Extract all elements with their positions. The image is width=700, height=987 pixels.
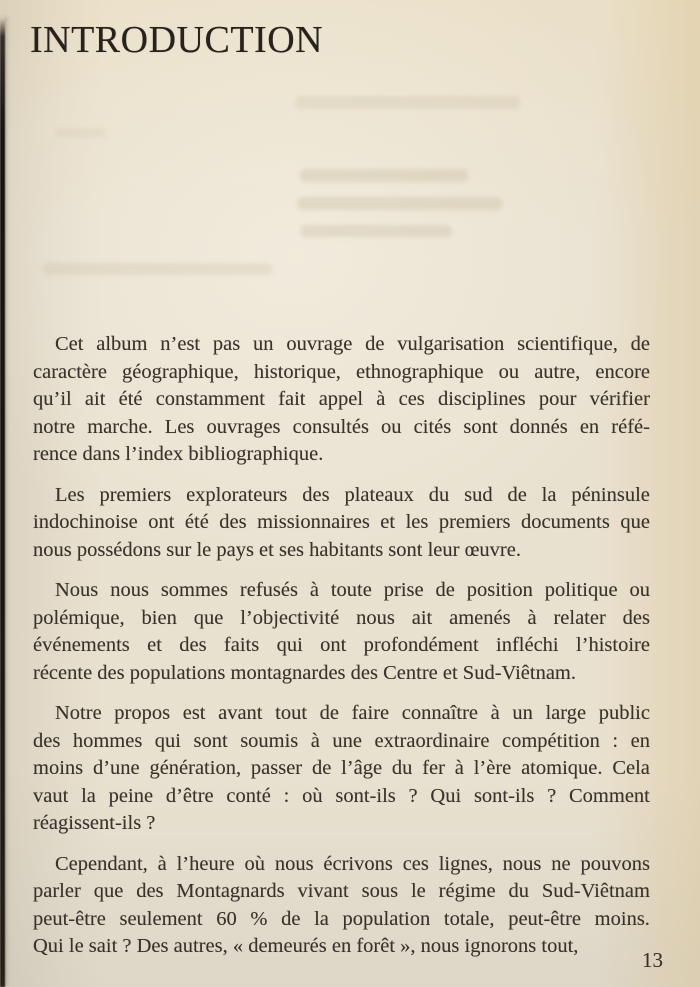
text-line: rence dans l’index bibliographique. — [33, 443, 324, 465]
text-line: événements et des faits qui ont profondément infléchi l’histoire — [33, 634, 650, 656]
text-line: peut-être seulement 60 % de la population totale, peut-être moins. — [33, 907, 650, 930]
text-line: des hommes qui sont soumis à une extraordinaire compétition : en — [33, 729, 650, 752]
text-line: qu’il ait été constamment fait appel à ces disciplines pour vérifier — [33, 388, 650, 410]
show-through-ghost-line — [300, 225, 452, 237]
page-title: INTRODUCTION — [30, 19, 324, 61]
text-line: Qui le sait ? Des autres, « demeurés en forêt », nous ignorons tout, — [33, 935, 579, 957]
body-text — [33, 331, 650, 974]
show-through-ghost-line — [55, 128, 107, 138]
text-line: Cet album n’est pas un ouvrage de vulgarisation scientifique, de — [55, 333, 650, 355]
text-line: notre marche. Les ouvrages consultés ou cités sont donnés en réfé- — [33, 415, 650, 438]
show-through-ghost-line — [300, 169, 468, 182]
text-line: polémique, bien que l’objectivité nous ait amenés à relater des — [33, 606, 650, 629]
text-line: nous possédons sur le pays et ses habitants sont leur œuvre. — [33, 538, 521, 561]
text-line: caractère géographique, historique, ethnographique ou autre, encore — [33, 360, 650, 383]
photo-left-edge-shadow — [0, 17, 5, 987]
paragraph — [33, 577, 650, 687]
text-line: indochinoise ont été des missionnaires et les premiers documents que — [33, 511, 650, 533]
text-line: Les premiers explorateurs des plateaux du sud de la péninsule — [55, 483, 650, 506]
text-line: vaut la peine d’être conté : où sont-ils ? Qui sont-ils ? Comment — [33, 784, 650, 807]
text-line: réagissent-ils ? — [33, 812, 156, 834]
show-through-ghost-line — [295, 96, 520, 109]
text-line: Notre propos est avant tout de faire connaître à un large public — [55, 702, 650, 724]
paragraph — [33, 851, 650, 961]
page-number: 13 — [642, 948, 663, 972]
text-line: Nous nous sommes refusés à toute prise de position politique ou — [55, 579, 650, 601]
show-through-ghost-line — [297, 197, 502, 210]
text-line: Cependant, à l’heure où nous écrivons ces lignes, nous ne pouvons — [55, 852, 650, 875]
paragraph — [33, 331, 650, 469]
text-line: parler que des Montagnards vivant sous le régime du Sud-Viêtnam — [33, 880, 650, 902]
text-line: récente des populations montagnardes des Centre et Sud-Viêtnam. — [33, 661, 576, 684]
text-line: moins d’une génération, passer de l’âge du fer à l’ère atomique. Cela — [33, 757, 650, 779]
paragraph — [33, 482, 650, 565]
show-through-ghost-line — [43, 263, 273, 275]
paragraph — [33, 700, 650, 838]
